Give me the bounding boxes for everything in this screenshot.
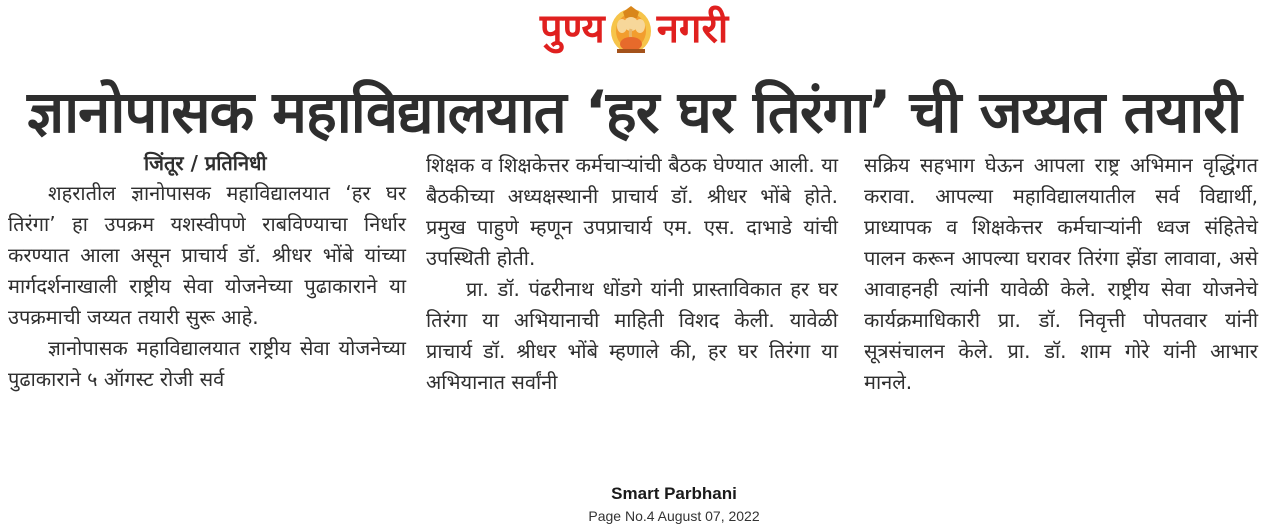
article-column-2 <box>426 150 838 398</box>
paragraph: शहरातील ज्ञानोपासक महाविद्यालयात ‘हर घर तिरंगा’ हा उपक्रम यशस्वीपणे राबविण्याचा निर्धार करण्यात आला असून प्राचार्य डॉ. श्रीधर भोंबे यांच्या मार्गदर्शनाखाली राष्ट्रीय सेवा योजनेच्या पुढाकाराने या उपक्रमाची जय्यत तयारी सुरू आहे. <box>8 181 406 329</box>
paragraph: सक्रिय सहभाग घेऊन आपला राष्ट्र अभिमान वृद्धिंगत करावा. आपल्या महाविद्यालयातील सर्व विद्यार्थी, प्राध्यापक व शिक्षकेत्तर कर्मचाऱ्यांनी ध्वज संहितेचे पालन करून आपल्या घरावर तिरंगा झेंडा लावावा, असे आवाहनही त्यांनी यावेळी केले. राष्ट्रीय सेवा योजनेचे कार्यक्रमाधिकारी प्रा. डॉ. निवृत्ती पोपतवार यांनी सूत्रसंचालन केले. प्रा. डॉ. शाम गोरे यांनी आभार मानले. <box>864 153 1258 394</box>
masthead-logo <box>540 4 728 54</box>
footer-brand: Smart Parbhani <box>611 484 737 503</box>
masthead-title-part2: नगरी <box>656 6 729 52</box>
headline: ज्ञानोपासक महाविद्यालयात ‘हर घर तिरंगा’ ची जय्यत तयारी <box>26 77 1241 146</box>
masthead <box>0 0 1268 58</box>
paragraph: ज्ञानोपासक महाविद्यालयात राष्ट्रीय सेवा योजनेच्या पुढाकाराने ५ ऑगस्ट रोजी सर्व <box>8 336 406 391</box>
masthead-title-part1: पुण्य <box>539 6 605 52</box>
ganesha-emblem-icon <box>609 4 653 54</box>
paragraph: शिक्षक व शिक्षकेत्तर कर्मचाऱ्यांची बैठक घेण्यात आली. या बैठकीच्या अध्यक्षस्थानी प्राचार्य डॉ. श्रीधर भोंबे होते. प्रमुख पाहुणे म्हणून उपप्राचार्य एम. एस. दाभाडे यांची उपस्थिती होती. <box>426 153 838 270</box>
dateline: जिंतूर / प्रतिनिधी <box>144 151 267 175</box>
paragraph: प्रा. डॉ. पंढरीनाथ धोंडगे यांनी प्रास्ताविकात हर घर तिरंगा या अभियानाची माहिती विशद केली. यावेळी प्राचार्य डॉ. श्रीधर भोंबे म्हणाले की, हर घर तिरंगा या अभियानात सर्वांनी <box>426 277 838 394</box>
article-column-3 <box>864 150 1258 398</box>
article-column-1 <box>8 150 406 395</box>
footer-page-info: Page No.4 August 07, 2022 <box>588 508 760 524</box>
